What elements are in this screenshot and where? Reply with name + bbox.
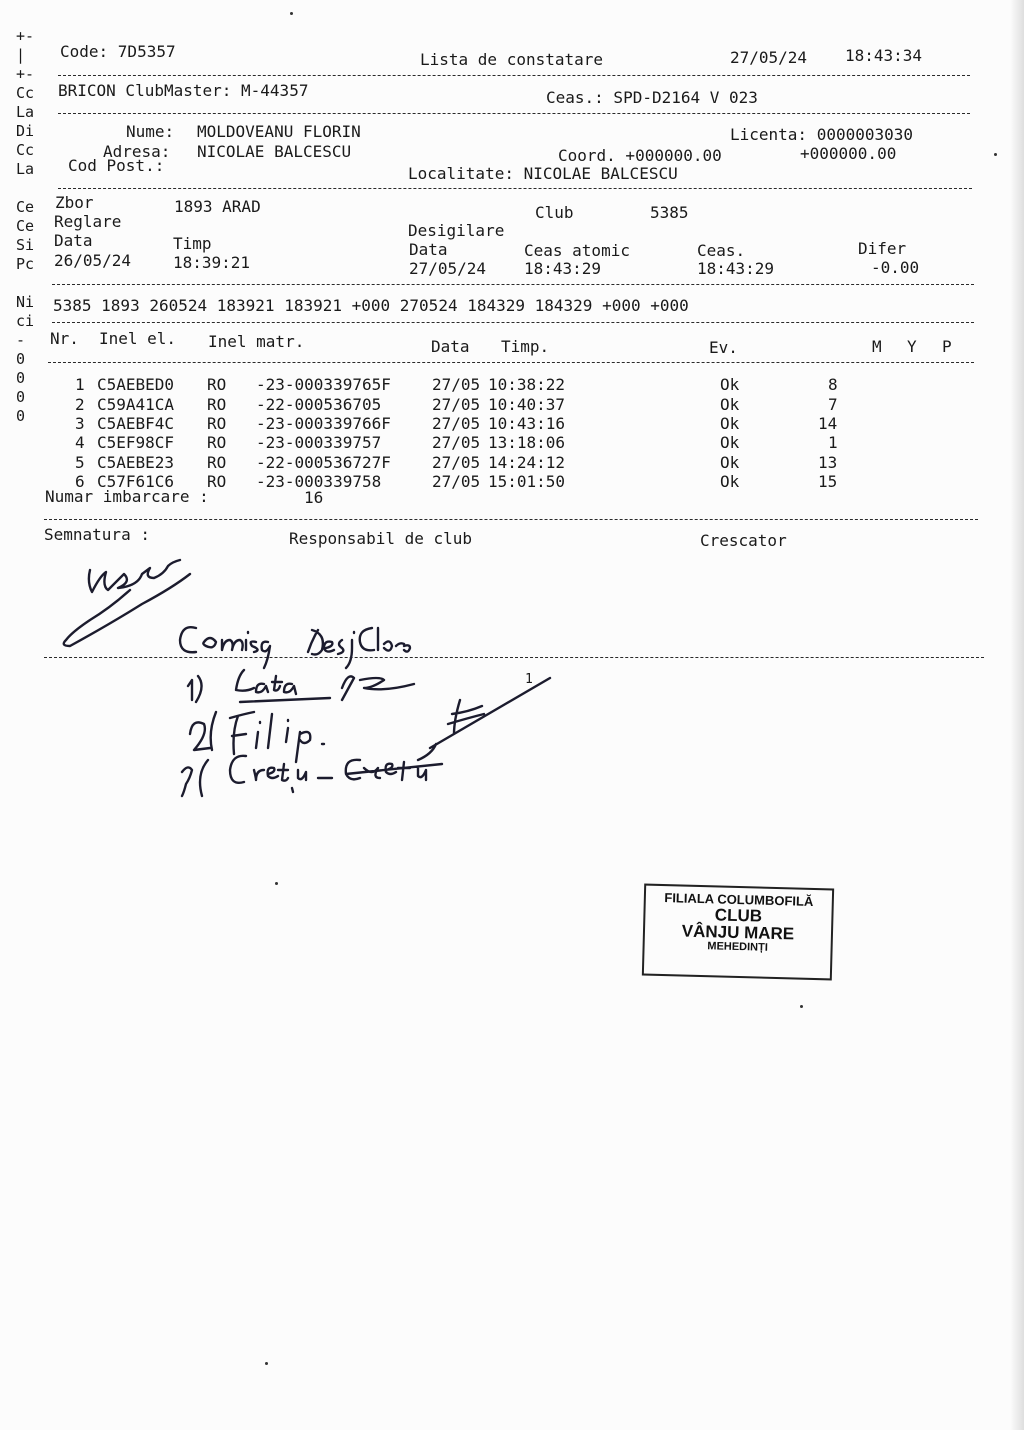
row-ro: RO <box>207 453 227 472</box>
stamp-line-1: FILIALA COLUMBOFILĂ <box>664 890 814 909</box>
row-ev: Ok <box>720 472 740 491</box>
speck <box>265 1362 268 1365</box>
member-2 <box>190 712 324 762</box>
stamp-line-2: CLUB <box>714 905 763 926</box>
row-inel: C5AEBE23 <box>97 453 175 472</box>
row-nr: 2 <box>75 395 85 414</box>
postcode-label: Cod Post.: <box>68 156 165 175</box>
row-value: 13 <box>818 453 838 472</box>
reg-date: 26/05/24 <box>54 251 132 270</box>
col-ev: Ev. <box>709 338 738 357</box>
row-inel: C5AEBED0 <box>97 375 175 394</box>
locality: Localitate: NICOLAE BALCESCU <box>408 164 678 183</box>
des-date: 27/05/24 <box>409 259 487 278</box>
row-matr: -23-000339766F <box>256 414 391 433</box>
table-row <box>0 395 1024 414</box>
responsabil-label: Responsabil de club <box>289 529 473 548</box>
row-time: 10:40:37 <box>488 395 566 414</box>
col-nr: Nr. <box>50 329 79 348</box>
divider <box>44 519 978 520</box>
speck <box>994 153 997 156</box>
zbor-value: 1893 ARAD <box>174 197 261 216</box>
row-date: 27/05 <box>432 414 481 433</box>
divider <box>58 113 970 114</box>
coord: Coord. +000000.00 <box>558 146 722 165</box>
signature <box>64 560 190 646</box>
embark-label: Numar imbarcare : <box>45 487 209 506</box>
col-y: Y <box>907 337 917 356</box>
row-value: 14 <box>818 414 838 433</box>
row-nr: 1 <box>75 375 85 394</box>
row-ev: Ok <box>720 395 740 414</box>
underlying-page-edge: +- | +- Cc La Di Cc La Ce Ce Si Pc Ni ci - 0 0 0 0 <box>16 27 35 425</box>
ceas-atomic-label: Ceas atomic <box>524 241 630 260</box>
semnatura-label: Semnatura : <box>44 525 150 544</box>
code-line: 5385 1893 260524 183921 183921 +000 270524 184329 184329 +000 +000 <box>53 296 689 315</box>
row-inel: C5AEBF4C <box>97 414 175 433</box>
difer-label: Difer <box>858 239 907 258</box>
row-time: 10:43:16 <box>488 414 566 433</box>
row-date: 27/05 <box>432 375 481 394</box>
clock-label: Ceas.: SPD-D2164 V 023 <box>546 88 758 107</box>
des-data-label: Data <box>409 240 448 259</box>
table-row <box>0 453 1024 472</box>
row-matr: -22-000536727F <box>256 453 391 472</box>
owner-name: MOLDOVEANU FLORIN <box>197 122 361 141</box>
row-nr: 4 <box>75 433 85 452</box>
name-label: Nume: <box>126 122 175 141</box>
divider <box>48 362 974 363</box>
divider <box>58 188 972 189</box>
row-ro: RO <box>207 414 227 433</box>
reg-timp-label: Timp <box>173 234 212 253</box>
speck <box>290 12 293 15</box>
page-edge-shadow <box>1010 0 1024 1430</box>
row-matr: -22-000536705 <box>256 395 382 414</box>
table-row <box>0 414 1024 433</box>
scribble <box>418 678 550 760</box>
row-inel: C5EF98CF <box>97 433 175 452</box>
row-ev: Ok <box>720 375 740 394</box>
col-p: P <box>942 337 952 356</box>
row-ro: RO <box>207 433 227 452</box>
divider <box>52 322 974 323</box>
ceas-time: 18:43:29 <box>697 259 775 278</box>
row-matr: -23-000339757 <box>256 433 382 452</box>
row-value: 1 <box>828 433 838 452</box>
row-ro: RO <box>207 395 227 414</box>
club-value: 5385 <box>650 203 689 222</box>
col-inel-matr: Inel matr. <box>208 332 305 351</box>
speck <box>275 882 278 885</box>
owner-address: NICOLAE BALCESCU <box>197 142 352 161</box>
address-label: Adresa: <box>103 142 171 161</box>
row-time: 10:38:22 <box>488 375 566 394</box>
coord-2: +000000.00 <box>800 144 897 163</box>
col-inel-el: Inel el. <box>99 329 177 348</box>
stamp-line-4: MEHEDINȚI <box>707 940 768 955</box>
license: Licenta: 0000003030 <box>730 125 914 144</box>
row-value: 8 <box>828 375 838 394</box>
row-date: 27/05 <box>432 433 481 452</box>
row-matr: -23-000339758 <box>256 472 382 491</box>
atomic-time: 18:43:29 <box>524 259 602 278</box>
row-date: 27/05 <box>432 453 481 472</box>
table-row <box>0 375 1024 394</box>
row-ev: Ok <box>720 453 740 472</box>
reg-data-label: Data <box>54 231 93 250</box>
crescator-label: Crescator <box>700 531 787 550</box>
club-stamp <box>642 884 834 981</box>
row-time: 14:24:12 <box>488 453 566 472</box>
col-data: Data <box>431 337 470 356</box>
row-date: 27/05 <box>432 395 481 414</box>
row-date: 27/05 <box>432 472 481 491</box>
divider <box>44 657 984 658</box>
row-value: 15 <box>818 472 838 491</box>
stamp-line-3: VÂNJU MARE <box>681 922 795 944</box>
row-ev: Ok <box>720 414 740 433</box>
row-time: 13:18:06 <box>488 433 566 452</box>
row-ev: Ok <box>720 433 740 452</box>
reglare-label: Reglare <box>54 212 122 231</box>
table-row <box>0 433 1024 452</box>
row-inel: C57F61C6 <box>97 472 175 491</box>
member-1 <box>188 670 414 702</box>
member-3 <box>182 756 442 796</box>
reg-time: 18:39:21 <box>173 253 251 272</box>
difer-value: -0.00 <box>871 258 920 277</box>
club-label: Club <box>535 203 574 222</box>
header-date: 27/05/24 <box>730 48 808 67</box>
row-time: 15:01:50 <box>488 472 566 491</box>
row-matr: -23-000339765F <box>256 375 391 394</box>
col-timp: Timp. <box>501 337 550 356</box>
code-label: Code: 7D5357 <box>60 42 176 61</box>
row-value: 7 <box>828 395 838 414</box>
row-nr: 5 <box>75 453 85 472</box>
row-inel: C59A41CA <box>97 395 175 414</box>
system-label: BRICON ClubMaster: M-44357 <box>58 81 309 100</box>
commission-title <box>180 627 410 668</box>
header-time: 18:43:34 <box>845 46 923 65</box>
speck <box>800 1005 803 1008</box>
row-nr: 3 <box>75 414 85 433</box>
divider <box>58 75 970 76</box>
embark-value: 16 <box>304 488 324 507</box>
ceas-label: Ceas. <box>697 241 746 260</box>
document-title: Lista de constatare <box>420 50 604 69</box>
col-m: M <box>872 337 882 356</box>
row-nr: 6 <box>75 472 85 491</box>
row-ro: RO <box>207 472 227 491</box>
page-number: 1 <box>525 672 533 687</box>
zbor-label: Zbor <box>55 193 94 212</box>
desigilare-label: Desigilare <box>408 221 505 240</box>
row-ro: RO <box>207 375 227 394</box>
divider <box>52 284 974 285</box>
